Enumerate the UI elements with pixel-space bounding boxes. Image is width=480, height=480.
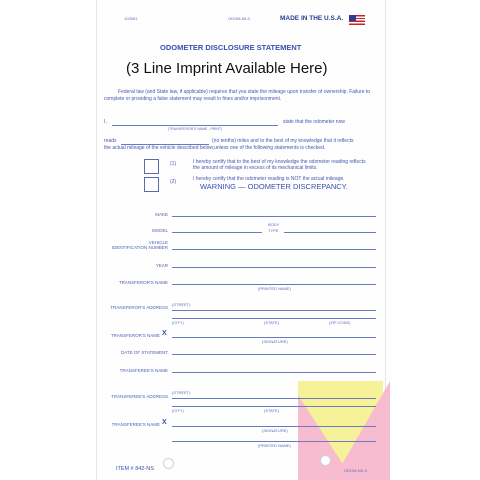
year-line[interactable]	[172, 267, 376, 268]
state-text: state that the odometer now	[283, 119, 345, 125]
form-code-left: 102651	[124, 16, 138, 21]
date-line[interactable]	[172, 354, 376, 355]
transferor-print-line[interactable]	[112, 125, 278, 126]
model-label: MODEL	[151, 228, 168, 233]
date-of-statement-label: DATE OF STATEMENT	[121, 350, 168, 355]
transferee-name-label: TRANSFEREE'S NAME	[119, 368, 168, 373]
transferor-city-line[interactable]	[172, 318, 376, 319]
state-caption-2: (STATE)	[264, 408, 279, 413]
transferor-signature-line[interactable]	[172, 337, 376, 338]
option-2-checkbox[interactable]	[144, 177, 159, 192]
reads-label: reads	[104, 138, 117, 144]
transferee-sign-label: TRANSFEREE'S NAME	[111, 422, 160, 427]
item-number: ITEM # 842-NS	[116, 466, 154, 472]
street-caption-1: (STREET)	[172, 302, 191, 307]
us-flag-icon	[349, 15, 365, 25]
option-1-checkbox[interactable]	[144, 159, 159, 174]
option-2-number: (2)	[170, 179, 177, 185]
body-label: BODY	[268, 222, 280, 227]
form-title: ODOMETER DISCLOSURE STATEMENT	[160, 43, 302, 52]
transferee-address-label: TRANSFEREE'S ADDRESS	[111, 394, 168, 399]
transferor-name-label: TRANSFEROR'S NAME	[118, 280, 168, 285]
printed-name-caption-1: (PRINTED NAME)	[258, 286, 291, 291]
imprint-area: (3 Line Imprint Available Here)	[126, 60, 328, 77]
vin-line[interactable]	[172, 249, 376, 250]
transferor-name-line[interactable]	[172, 284, 376, 285]
odometer-warning: WARNING — ODOMETER DISCREPANCY.	[200, 182, 348, 191]
binding-hole-right	[320, 455, 331, 466]
model-line[interactable]	[172, 232, 262, 233]
vin-label: IDENTIFICATION NUMBER	[111, 245, 168, 250]
make-line[interactable]	[172, 216, 376, 217]
transferor-street-line[interactable]	[172, 310, 376, 311]
transferee-street-line[interactable]	[172, 398, 376, 399]
form-code-footer: ODOM-NS-3	[344, 468, 367, 473]
transferee-signature-line[interactable]	[172, 426, 376, 427]
form-code-mid: ODOM-65-3	[228, 16, 250, 21]
option-2-text: I hereby certify that the odometer reading is NOT the actual mileage.	[193, 176, 345, 182]
transferor-print-caption: (TRANSFEROR'S NAME - PRINT)	[168, 127, 223, 131]
street-caption-2: (STREET)	[172, 390, 191, 395]
type-label: TYPE	[268, 228, 279, 233]
transferor-sign-x: X	[162, 330, 167, 337]
legal-warning: Federal law (and State law, if applicable) requires that you state the mileage upon transfer of ownership. Failure to complete or providing a false statement may result in fines and/or imprisonment.	[104, 89, 371, 102]
transferor-address-label: TRANSFEROR'S ADDRESS	[110, 305, 168, 310]
zip-caption-1: (ZIP CODE)	[329, 320, 351, 325]
transferee-printed-line[interactable]	[172, 441, 376, 442]
option-1-text: I hereby certify that to the best of my knowledge the odometer reading reflects the amount of mileage in excess of its mechanical limits.	[193, 159, 366, 171]
transferee-city-line[interactable]	[172, 406, 376, 407]
state-caption-1: (STATE)	[264, 320, 279, 325]
statement-i: I,	[104, 119, 107, 125]
vehicle-label: VEHICLE	[148, 240, 168, 245]
body-type-line[interactable]	[284, 232, 376, 233]
transferor-sign-label: TRANSFEROR'S NAME	[110, 333, 160, 338]
signature-caption-2: (SIGNATURE)	[262, 428, 288, 433]
option-1-number: (1)	[170, 161, 177, 167]
transferee-sign-x: X	[162, 419, 167, 426]
city-caption-2: (CITY)	[172, 408, 184, 413]
actual-mileage-text: the actual mileage of the vehicle described below,unless one of the following statements is checked.	[104, 145, 326, 151]
printed-name-caption-2: (PRINTED NAME)	[258, 443, 291, 448]
city-caption-1: (CITY)	[172, 320, 184, 325]
year-label: YEAR	[155, 263, 168, 268]
make-label: MAKE	[155, 212, 168, 217]
transferee-name-line[interactable]	[172, 372, 376, 373]
binding-hole-left	[163, 458, 174, 469]
signature-caption-1: (SIGNATURE)	[262, 339, 288, 344]
reads-text: (no tenths) miles and to the best of my knowledge that it reflects	[212, 138, 354, 144]
made-in-usa: MADE IN THE U.S.A.	[280, 15, 344, 22]
